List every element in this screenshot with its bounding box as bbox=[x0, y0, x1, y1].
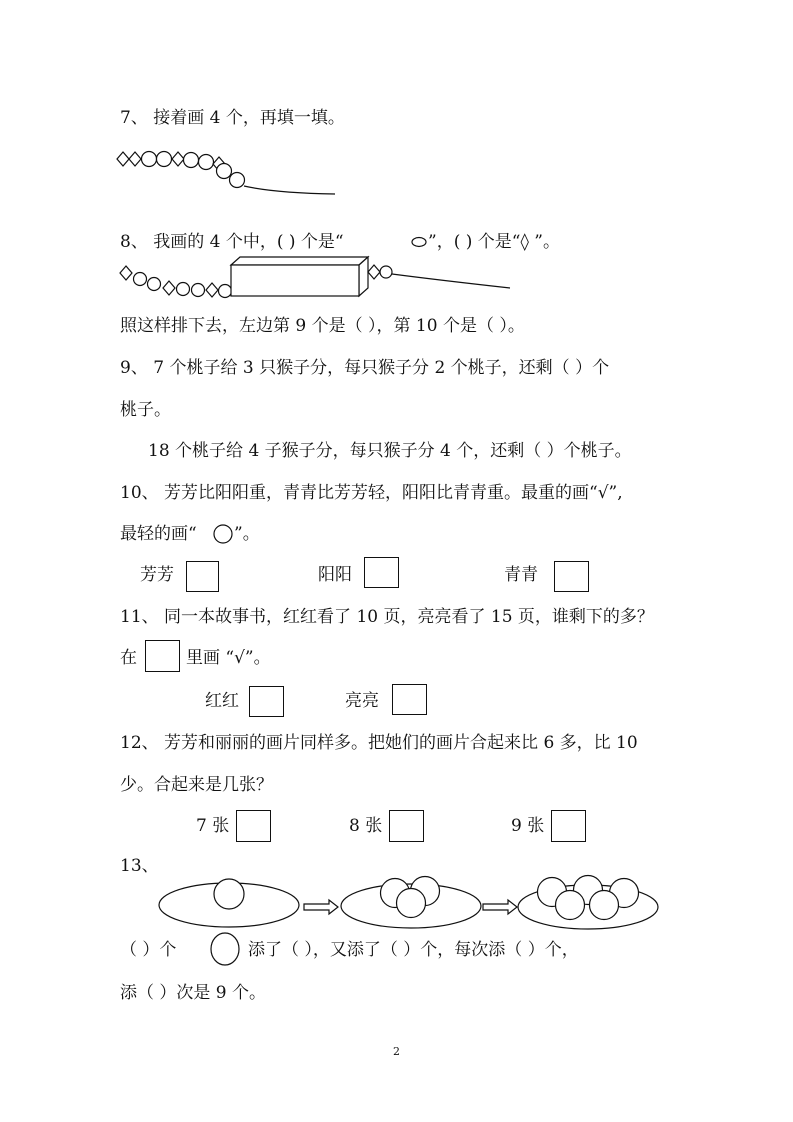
q11-line2b: 里画 “√”。 bbox=[186, 648, 271, 668]
q7-bead-pattern bbox=[115, 146, 455, 196]
egg-circle bbox=[397, 889, 426, 918]
circle-shape bbox=[192, 284, 205, 297]
q8-line1: 8、 我画的 4 个中，( ) 个是“ bbox=[120, 232, 344, 252]
circle-shape bbox=[177, 283, 190, 296]
circle-shape bbox=[142, 152, 157, 167]
q7-text: 7、 接着画 4 个，再填一填。 bbox=[120, 108, 345, 128]
egg-symbol-icon bbox=[210, 932, 240, 966]
string-line bbox=[392, 274, 510, 288]
q10-line1: 10、 芳芳比阳阳重，青青比芳芳轻，阳阳比青青重。最重的画“√”, bbox=[120, 483, 623, 503]
diamond-shape bbox=[206, 283, 218, 297]
q9-line3: 18 个桃子给 4 子猴子分，每只猴子分 4 个，还剩（ ）个桃子。 bbox=[148, 441, 632, 461]
q10-line2a: 最轻的画“ bbox=[120, 524, 197, 544]
page-number: 2 bbox=[393, 1045, 400, 1058]
q8-line1b: ”，( ) 个是“◊ ”。 bbox=[428, 232, 560, 252]
answer-box[interactable] bbox=[389, 810, 424, 842]
q12-line2: 少。合起来是几张？ bbox=[120, 775, 273, 795]
diamond-shape bbox=[172, 152, 184, 166]
circle-shape bbox=[217, 164, 232, 179]
egg-circle bbox=[556, 891, 585, 920]
circle-symbol-icon bbox=[212, 523, 234, 545]
circle-shape bbox=[380, 266, 392, 278]
egg-circle bbox=[590, 891, 619, 920]
circle-shape bbox=[184, 153, 199, 168]
diamond-shape bbox=[117, 152, 129, 166]
arrow-icon bbox=[483, 900, 517, 914]
q13-line1b: 添了（ ），又添了（ ）个，每次添（ ）个， bbox=[248, 940, 579, 960]
q13-line1a: （ ）个 bbox=[120, 940, 177, 960]
circle-shape bbox=[230, 173, 245, 188]
q13-plates-illustration bbox=[158, 870, 668, 930]
cover-box-top bbox=[231, 257, 368, 265]
q13-label: 13、 bbox=[120, 856, 159, 876]
string-line bbox=[244, 186, 335, 194]
circle-shape bbox=[219, 285, 232, 298]
answer-box[interactable] bbox=[249, 686, 284, 717]
diamond-shape bbox=[368, 265, 380, 279]
circle-shape bbox=[148, 278, 161, 291]
q13-line2: 添（ ）次是 9 个。 bbox=[120, 983, 267, 1003]
q11-line2a: 在 bbox=[120, 648, 137, 668]
q8-line2: 照这样排下去，左边第 9 个是（ ），第 10 个是（ ）。 bbox=[120, 316, 525, 336]
option-label: 8 张 bbox=[349, 816, 383, 836]
circle-shape bbox=[157, 152, 172, 167]
q10-line2b: ”。 bbox=[234, 524, 260, 544]
option-label: 9 张 bbox=[511, 816, 545, 836]
circle-shape bbox=[199, 155, 214, 170]
diamond-shape bbox=[163, 281, 175, 295]
name-label: 青青 bbox=[504, 565, 538, 585]
name-label: 阳阳 bbox=[318, 565, 352, 585]
answer-box[interactable] bbox=[236, 810, 271, 842]
diamond-shape bbox=[120, 266, 132, 280]
cover-box-front bbox=[231, 265, 359, 296]
circle-symbol-icon bbox=[410, 236, 428, 248]
circle-shape bbox=[134, 273, 147, 286]
egg-circle bbox=[214, 879, 244, 909]
answer-box[interactable] bbox=[551, 810, 586, 842]
name-label: 芳芳 bbox=[140, 565, 174, 585]
q8-bead-pattern bbox=[118, 256, 538, 301]
diamond-shape bbox=[129, 152, 141, 166]
q12-line1: 12、 芳芳和丽丽的画片同样多。把她们的画片合起来比 6 多，比 10 bbox=[120, 733, 638, 753]
name-label: 红红 bbox=[205, 691, 239, 711]
answer-box[interactable] bbox=[554, 561, 589, 592]
answer-box-sample bbox=[145, 640, 180, 672]
q11-line1: 11、 同一本故事书，红红看了 10 页，亮亮看了 15 页，谁剩下的多？ bbox=[120, 607, 654, 627]
answer-box[interactable] bbox=[186, 561, 219, 592]
answer-box[interactable] bbox=[392, 684, 427, 715]
q9-line2: 桃子。 bbox=[120, 400, 171, 420]
q9-line1: 9、 7 个桃子给 3 只猴子分，每只猴子分 2 个桃子，还剩（ ）个 bbox=[120, 358, 610, 378]
option-label: 7 张 bbox=[196, 816, 230, 836]
name-label: 亮亮 bbox=[345, 691, 379, 711]
arrow-icon bbox=[304, 900, 338, 914]
answer-box[interactable] bbox=[364, 557, 399, 588]
